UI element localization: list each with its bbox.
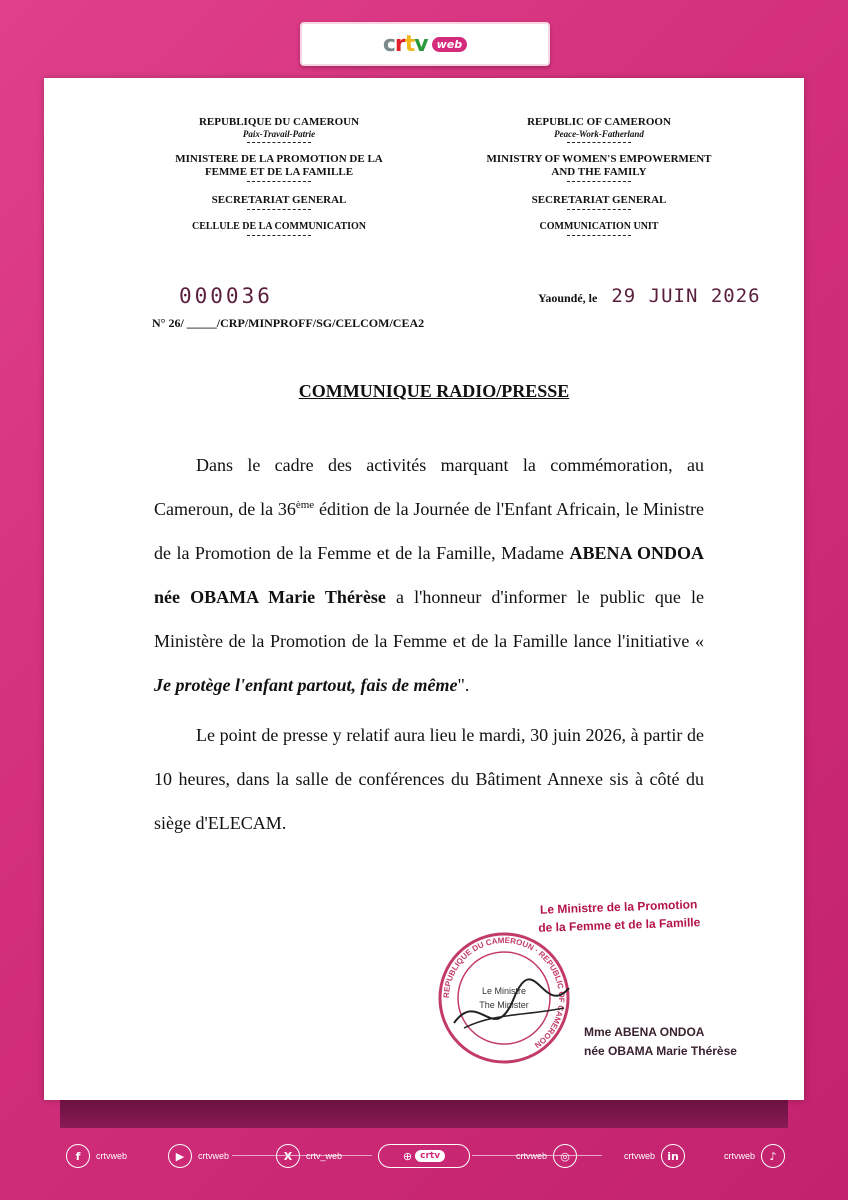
- official-seal: [434, 928, 574, 1068]
- date-stamp: 29 JUIN 2026: [611, 285, 761, 307]
- initiative-quote: Je protège l'enfant partout, fais de même: [154, 675, 458, 695]
- footer-bar: [60, 1100, 788, 1128]
- instagram-icon: ◎: [553, 1144, 577, 1168]
- paragraph-2: Le point de presse y relatif aura lieu le mardi, 30 juin 2026, à partir de 10 heures, dans la salle de conférences du Bâtiment Annexe sis à côté du siège d'ELECAM.: [154, 725, 704, 833]
- paragraph-1: Dans le cadre des activités marquant la commémoration, au Cameroun, de la 36ème édition de la Journée de l'Enfant Africain, le Ministre de la Promotion de la Femme et de la Famille, Madame ABENA ONDOA née OBAMA Marie Thérèse a l'honneur d'informer le public que le Ministère de la Promotion de la Femme et de la Famille lance l'initiative « Je protège l'enfant partout, fais de même".: [154, 455, 704, 695]
- date-line: [538, 285, 761, 307]
- ministry-en: MINISTRY OF WOMEN'S EMPOWERMENT AND THE FAMILY: [486, 153, 712, 178]
- tiktok-link[interactable]: crtvweb ♪: [724, 1144, 785, 1168]
- header-left: [154, 116, 404, 236]
- signatory-name-line2: née OBAMA Marie Thérèse: [584, 1044, 737, 1058]
- divider: [567, 142, 631, 143]
- country-en: REPUBLIC OF CAMEROON: [527, 116, 671, 128]
- divider: [247, 142, 311, 143]
- divider: [247, 235, 311, 236]
- secretariat-en: SECRETARIAT GENERAL: [531, 194, 667, 206]
- seal-ring-text: REPUBLIQUE DU CAMEROUN · REPUBLIC OF CAMEROON: [441, 935, 567, 1050]
- divider: [247, 209, 311, 210]
- signature-block: [424, 888, 737, 1068]
- unit-en: COMMUNICATION UNIT: [539, 221, 659, 232]
- tiktok-icon: ♪: [761, 1144, 785, 1168]
- facebook-icon: f: [66, 1144, 90, 1168]
- registration-stamp-number: 000036: [179, 284, 273, 308]
- linkedin-icon: in: [661, 1144, 685, 1168]
- facebook-link[interactable]: f crtvweb: [66, 1144, 127, 1168]
- country-fr: REPUBLIQUE DU CAMEROUN: [198, 116, 360, 128]
- divider: [567, 181, 631, 182]
- ministry-fr: MINISTERE DE LA PROMOTION DE LA FEMME ET DE LA FAMILLE: [175, 153, 383, 178]
- logo-inner: [383, 32, 467, 57]
- linkedin-link[interactable]: crtvweb in: [624, 1144, 685, 1168]
- seal-center-fr: Le Ministre: [481, 986, 527, 996]
- unit-fr: CELLULE DE LA COMMUNICATION: [192, 221, 366, 232]
- footer-logo[interactable]: [378, 1144, 470, 1168]
- x-link[interactable]: X crtv_web: [276, 1144, 342, 1168]
- reference-number: N° 26/ _____/CRP/MINPROFF/SG/CELCOM/CEA2: [152, 316, 425, 330]
- document-page: [44, 78, 804, 1100]
- motto-fr: Paix-Travail-Patrie: [242, 129, 316, 139]
- document-body: [154, 443, 704, 845]
- footer-logo-text: crtv: [415, 1150, 445, 1162]
- signatory-title: Le Ministre de la Promotion de la Femme et de la Famille: [538, 897, 701, 935]
- instagram-link[interactable]: crtvweb ◎: [516, 1144, 577, 1168]
- x-icon: X: [276, 1144, 300, 1168]
- signatory-name-line1: Mme ABENA ONDOA: [584, 1025, 705, 1039]
- seal-center-en: The Minister: [479, 1000, 529, 1010]
- secretariat-fr: SECRETARIAT GENERAL: [211, 194, 347, 206]
- divider: [567, 209, 631, 210]
- logo-wordmark: crtv: [382, 31, 428, 57]
- date-prefix: Yaoundé, le: [538, 291, 598, 305]
- youtube-link[interactable]: ▶ crtvweb: [168, 1144, 229, 1168]
- social-footer: [60, 1138, 788, 1174]
- crtv-web-logo[interactable]: [300, 22, 550, 66]
- signatory-name: [584, 1023, 744, 1061]
- motto-en: Peace-Work-Fatherland: [554, 129, 644, 139]
- divider: [567, 235, 631, 236]
- document-title: COMMUNIQUE RADIO/PRESSE: [298, 381, 570, 401]
- header-right: [474, 116, 724, 236]
- divider: [247, 181, 311, 182]
- globe-icon: ⊕: [402, 1150, 413, 1163]
- youtube-icon: ▶: [168, 1144, 192, 1168]
- minister-name: ABENA ONDOA née OBAMA Marie Thérèse: [154, 543, 704, 607]
- logo-suffix: web: [432, 37, 468, 52]
